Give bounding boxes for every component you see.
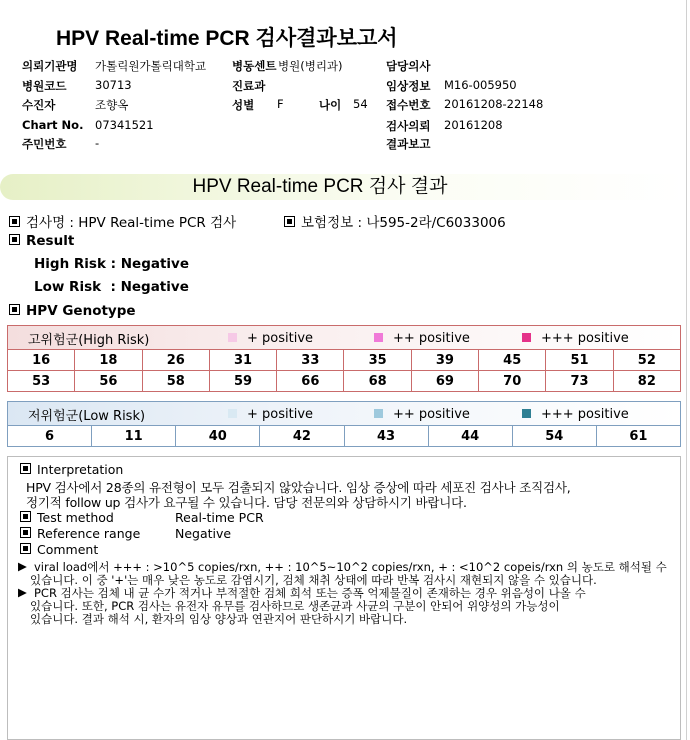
clinical-info-label: 임상정보: [386, 79, 431, 93]
insurance-label: 보험정보 :: [301, 215, 363, 231]
low-risk-header: [7, 401, 681, 426]
genotype-cell: 58: [142, 371, 209, 392]
bullet-square-icon: [9, 304, 20, 315]
comment-label: Comment: [37, 542, 99, 557]
arrow-bullet-icon: ▶: [18, 585, 27, 599]
legend-swatch: [374, 333, 383, 342]
test-method-label: Test method: [37, 510, 114, 525]
clinical-info-value: M16-005950: [444, 78, 517, 92]
report-label: 결과보고: [386, 137, 431, 151]
department-label: 진료과: [232, 79, 266, 93]
ward-label: 병동센트: [232, 59, 277, 73]
legend-label: + positive: [247, 331, 314, 346]
high-risk-result: High Risk : Negative: [34, 256, 189, 272]
collector-value: 조향옥: [95, 98, 129, 112]
low-risk-label: 저위험군(Low Risk): [28, 409, 146, 424]
requesting-org-value: 가톨릭원가톨릭대학교: [95, 59, 207, 73]
request-date-value: 20161208: [444, 118, 503, 132]
high-risk-header: [7, 325, 681, 350]
request-date-label: 검사의뢰: [386, 119, 431, 133]
genotype-cell: 54: [512, 426, 596, 447]
low-risk-result: Low Risk : Negative: [34, 279, 189, 295]
genotype-cell: 73: [546, 371, 613, 392]
test-name-value: HPV Real-time PCR 검사: [78, 215, 237, 231]
legend-plus-plus: [374, 407, 470, 422]
genotype-label: HPV Genotype: [26, 303, 136, 319]
test-method-value: Real-time PCR: [175, 510, 264, 525]
collector-label: 수진자: [22, 98, 56, 112]
legend-swatch: [228, 409, 237, 418]
genotype-cell: 44: [428, 426, 512, 447]
genotype-cell: 16: [8, 350, 75, 371]
high-risk-label: 고위험군(High Risk): [28, 333, 150, 348]
bullet-square-icon: [20, 543, 31, 554]
requesting-org-label: 의뢰기관명: [22, 59, 78, 73]
test-name-label: 검사명 :: [26, 215, 74, 231]
genotype-cell: 61: [596, 426, 680, 447]
genotype-cell: 11: [92, 426, 176, 447]
genotype-cell: 66: [277, 371, 344, 392]
genotype-cell: 39: [411, 350, 478, 371]
age-value: 54: [353, 97, 368, 111]
bullet-square-icon: [9, 234, 20, 245]
legend-plus-plus-plus: [522, 331, 629, 346]
chart-no-value: 07341521: [95, 118, 154, 132]
ward-value: 병원(병리과): [278, 59, 343, 73]
genotype-heading: [9, 303, 136, 319]
legend-label: +++ positive: [541, 331, 629, 346]
legend-swatch: [228, 333, 237, 342]
legend-plus: [228, 407, 313, 422]
genotype-cell: 40: [176, 426, 260, 447]
hospital-code-label: 병원코드: [22, 79, 67, 93]
result-label: Result: [26, 233, 75, 249]
genotype-cell: 33: [277, 350, 344, 371]
resident-no-value: -: [95, 136, 100, 150]
insurance-row: [284, 211, 506, 231]
bullet-square-icon: [20, 527, 31, 538]
genotype-cell: 70: [479, 371, 546, 392]
genotype-cell: 45: [479, 350, 546, 371]
result-heading: [9, 233, 74, 249]
genotype-cell: 82: [613, 371, 680, 392]
genotype-cell: 43: [344, 426, 428, 447]
receipt-no-label: 접수번호: [386, 98, 431, 112]
result-band-title: HPV Real-time PCR 검사 결과: [192, 176, 448, 197]
arrow-bullet-icon: ▶: [18, 559, 27, 573]
reference-range-value: Negative: [175, 526, 232, 541]
genotype-cell: 18: [75, 350, 142, 371]
interpretation-label: Interpretation: [37, 462, 124, 477]
genotype-cell: 52: [613, 350, 680, 371]
sex-label: 성별: [232, 98, 255, 112]
genotype-cell: 42: [260, 426, 344, 447]
legend-label: + positive: [247, 407, 314, 422]
reference-range-label: Reference range: [37, 526, 141, 541]
high-risk-genotype-table: [7, 349, 681, 392]
comment-2-line-1: PCR 검사는 검체 내 균 수가 적거나 부적절한 검체 희석 또는 증폭 억제물질이 존재하는 경우 위음성이 나올 수: [34, 586, 586, 600]
legend-label: ++ positive: [393, 331, 470, 346]
genotype-cell: 31: [209, 350, 276, 371]
comment-2-line-3: 있습니다. 결과 해석 시, 환자의 임상 양상과 연관지어 판단하시기 바랍니다.: [30, 612, 408, 626]
report-title: HPV Real-time PCR 검사결과보고서: [56, 27, 398, 50]
doctor-label: 담당의사: [386, 59, 431, 73]
page-right-border: [686, 0, 687, 740]
bullet-square-icon: [9, 216, 20, 227]
interpretation-line-1: HPV 검사에서 28종의 유전형이 모두 검출되지 않았습니다. 임상 증상에 따라 세포진 검사나 조직검사,: [26, 480, 571, 495]
test-name-row: [9, 211, 236, 231]
table-row: [8, 426, 681, 447]
age-label: 나이: [319, 98, 342, 112]
genotype-cell: 51: [546, 350, 613, 371]
interpretation-line-2: 정기적 follow up 검사가 요구될 수 있습니다. 담당 전문의와 상담하시기 바랍니다.: [26, 495, 467, 510]
low-risk-genotype-table: [7, 425, 681, 447]
genotype-cell: 35: [344, 350, 411, 371]
chart-no-label: Chart No.: [22, 118, 84, 132]
insurance-value: 나595-2라/C6033006: [366, 215, 506, 231]
legend-swatch: [522, 333, 531, 342]
table-row: [8, 371, 681, 392]
bullet-square-icon: [284, 216, 295, 227]
legend-plus-plus: [374, 331, 470, 346]
comment-1-line-1: viral load에서 +++ : >10^5 copies/rxn, ++ : 10^5~10^2 copies/rxn, + : <10^2 copeis/rxn 의 농도로 해석될 수: [34, 560, 667, 574]
genotype-cell: 59: [209, 371, 276, 392]
legend-swatch: [522, 409, 531, 418]
comment-2-line-2: 있습니다. 또한, PCR 검사는 유전자 유무를 검사하므로 생존균과 사균의 구분이 안되어 위양성의 가능성이: [30, 599, 560, 613]
bullet-square-icon: [20, 511, 31, 522]
sex-value: F: [277, 97, 284, 111]
resident-no-label: 주민번호: [22, 137, 67, 151]
legend-plus-plus-plus: [522, 407, 629, 422]
genotype-cell: 68: [344, 371, 411, 392]
legend-swatch: [374, 409, 383, 418]
bullet-square-icon: [20, 463, 31, 474]
genotype-cell: 69: [411, 371, 478, 392]
receipt-no-value: 20161208-22148: [444, 97, 544, 111]
table-row: [8, 350, 681, 371]
legend-plus: [228, 331, 313, 346]
interpretation-box: [7, 456, 681, 740]
comment-1-line-2: 있습니다. 이 중 '+'는 매우 낮은 농도로 감염시기, 검체 채취 상태에 따라 반복 검사시 재현되지 않을 수 있습니다.: [30, 573, 597, 587]
genotype-cell: 26: [142, 350, 209, 371]
hospital-code-value: 30713: [95, 78, 132, 92]
legend-label: +++ positive: [541, 407, 629, 422]
genotype-cell: 56: [75, 371, 142, 392]
genotype-cell: 53: [8, 371, 75, 392]
legend-label: ++ positive: [393, 407, 470, 422]
genotype-cell: 6: [8, 426, 92, 447]
